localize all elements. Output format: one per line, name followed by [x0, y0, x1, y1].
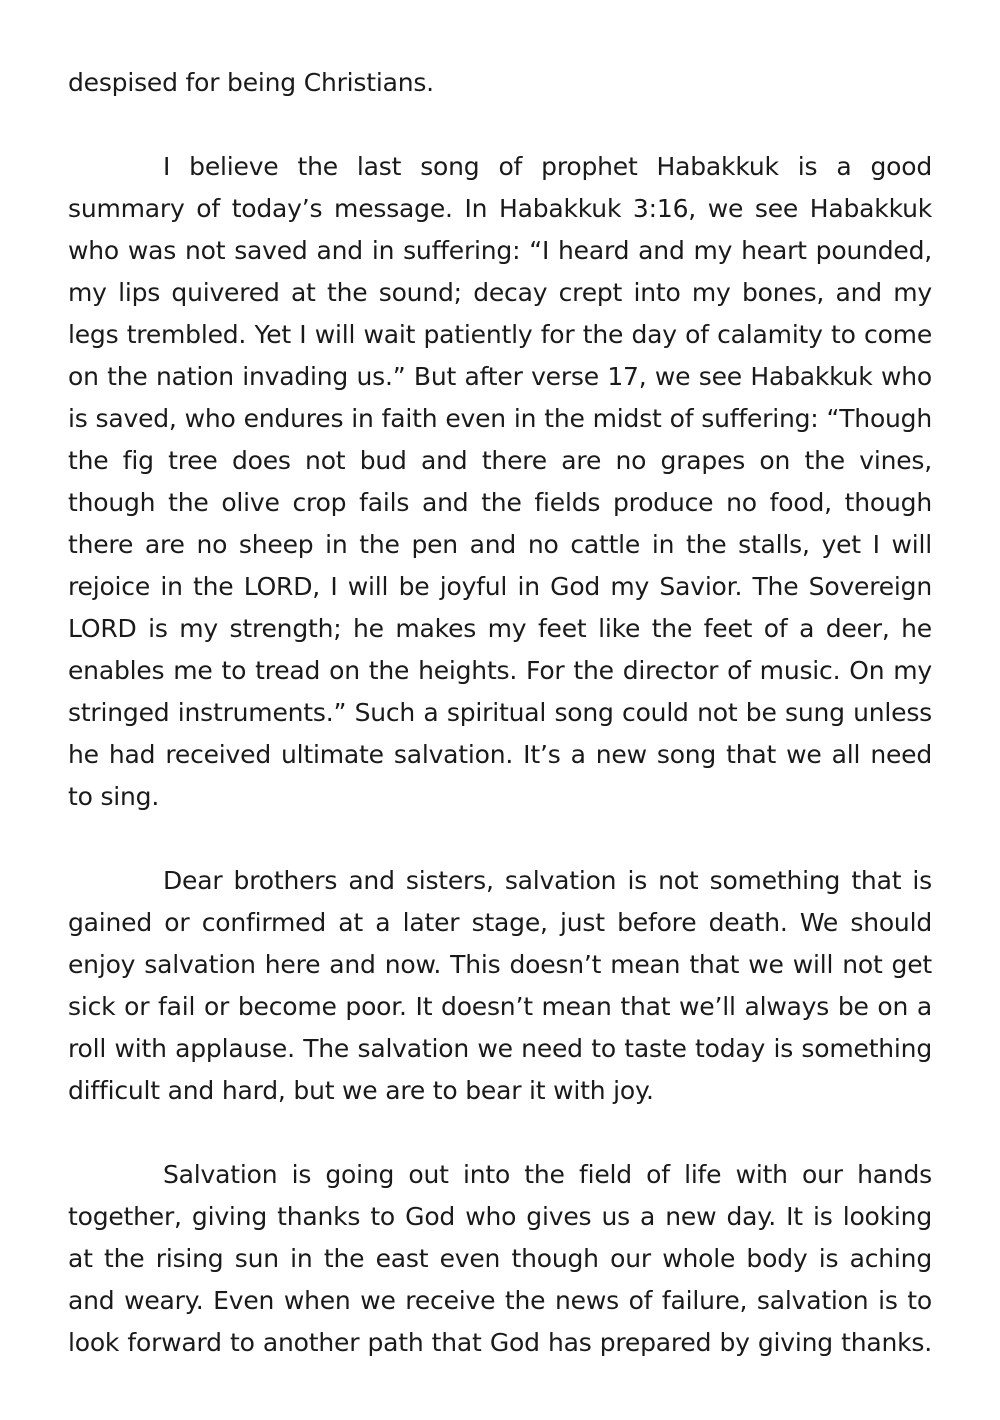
document-page: [68, 62, 932, 1364]
paragraph-salvation-now: Dear brothers and sisters, salvation is not something that is gained or confirmed at a later stage, just before death. We should enjoy salvation here and now. This doesn’t mean that we will not get sick or fail or become poor. It doesn’t mean that we’ll always be on a roll with applause. The salvation we need to taste today is something difficult and hard, but we are to bear it with joy.: [68, 866, 932, 1105]
paragraph-continuation: despised for being Christians.: [68, 68, 434, 97]
paragraph-salvation-field: Salvation is going out into the field of life with our hands together, giving thanks to God who gives us a new day. It is looking at the rising sun in the east even though our whole body is aching and weary. Even when we receive the news of failure, salvation is to look forward to another path that God has prepared by giving thanks.: [68, 1160, 932, 1357]
paragraph-gap: [68, 818, 932, 860]
paragraph-gap: [68, 1112, 932, 1154]
paragraph-gap: [68, 104, 932, 146]
paragraph-habakkuk-song: I believe the last song of prophet Habakkuk is a good summary of today’s message. In Habakkuk 3:16, we see Habakkuk who was not saved and in suffering: “I heard and my heart pounded, my lips quivered at the sound; decay crept into my bones, and my legs trembled. Yet I will wait patiently for the day of calamity to come on the nation invading us.” But after verse 17, we see Habakkuk who is saved, who endures in faith even in the midst of suffering: “Though the fig tree does not bud and there are no grapes on the vines, though the olive crop fails and the fields produce no food, though there are no sheep in the pen and no cattle in the stalls, yet I will rejoice in the LORD, I will be joyful in God my Savior. The Sovereign LORD is my strength; he makes my feet like the feet of a deer, he enables me to tread on the heights. For the director of music. On my stringed instruments.” Such a spiritual song could not be sung unless he had received ultimate salvation. It’s a new song that we all need to sing.: [68, 152, 932, 811]
